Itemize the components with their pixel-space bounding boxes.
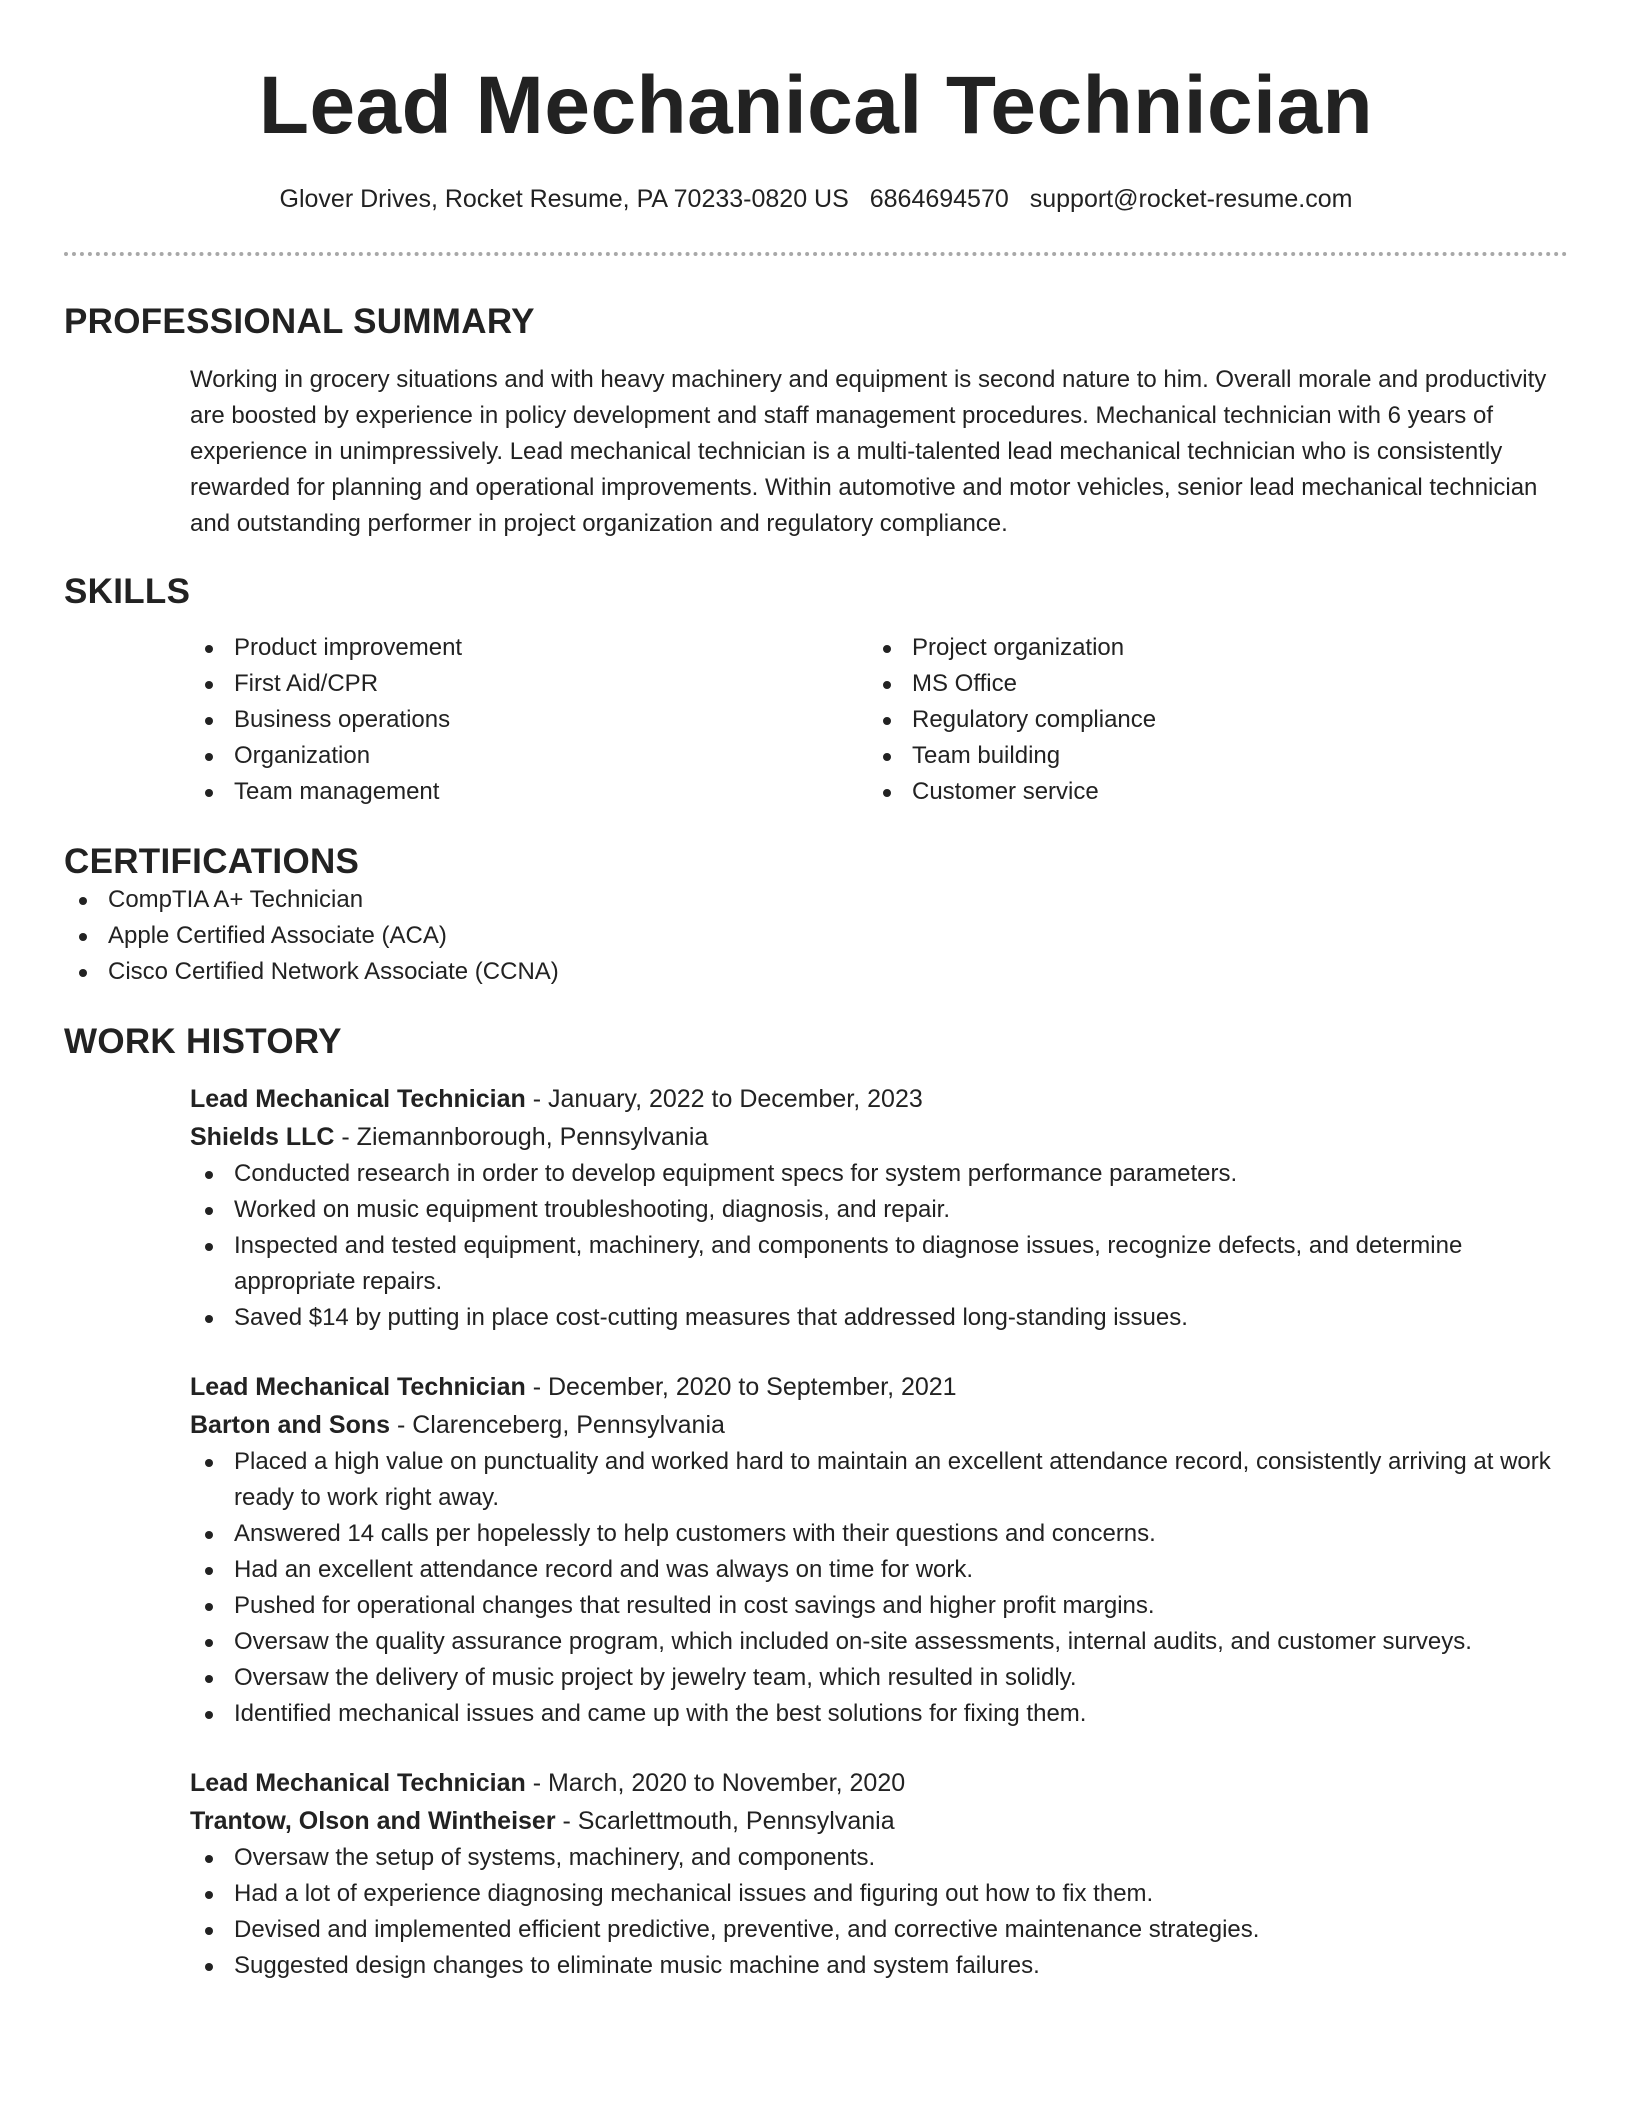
contact-line bbox=[64, 182, 1568, 216]
job-company-line bbox=[190, 1802, 1568, 1840]
work-history-section bbox=[64, 1022, 1568, 1984]
job-bullet: Placed a high value on punctuality and worked hard to maintain an excellent attendance record, consistently arriving at work ready to work right away. bbox=[190, 1444, 1568, 1516]
skill-item: Regulatory compliance bbox=[868, 702, 1546, 738]
certifications-section bbox=[64, 842, 1568, 990]
job-location: - Scarlettmouth, Pennsylvania bbox=[555, 1807, 895, 1835]
job-dates: - December, 2020 to September, 2021 bbox=[525, 1373, 957, 1401]
resume-page bbox=[64, 0, 1568, 1984]
skills-list-left bbox=[190, 630, 868, 810]
certification-item: Apple Certified Associate (ACA) bbox=[64, 918, 1568, 954]
job-bullet-list bbox=[190, 1156, 1568, 1336]
certification-item: Cisco Certified Network Associate (CCNA) bbox=[64, 954, 1568, 990]
job-entry bbox=[190, 1368, 1568, 1732]
job-company-line bbox=[190, 1406, 1568, 1444]
job-bullet: Oversaw the delivery of music project by jewelry team, which resulted in solidly. bbox=[190, 1660, 1568, 1696]
job-title-line bbox=[190, 1080, 1568, 1118]
job-bullet: Had an excellent attendance record and was always on time for work. bbox=[190, 1552, 1568, 1588]
skills-heading: SKILLS bbox=[64, 572, 191, 611]
resume-name: Lead Mechanical Technician bbox=[258, 60, 1374, 151]
work-history-heading: WORK HISTORY bbox=[64, 1022, 342, 1061]
job-bullet: Oversaw the quality assurance program, which included on-site assessments, internal audits, and customer surveys. bbox=[190, 1624, 1568, 1660]
job-entry bbox=[190, 1764, 1568, 1984]
skill-item: Organization bbox=[190, 738, 868, 774]
job-dates: - March, 2020 to November, 2020 bbox=[525, 1769, 906, 1797]
job-title-line bbox=[190, 1368, 1568, 1406]
job-title-line bbox=[190, 1764, 1568, 1802]
skill-item: First Aid/CPR bbox=[190, 666, 868, 702]
job-bullet: Had a lot of experience diagnosing mechanical issues and figuring out how to fix them. bbox=[190, 1876, 1568, 1912]
job-company: Trantow, Olson and Wintheiser bbox=[190, 1807, 556, 1835]
job-location: - Clarenceberg, Pennsylvania bbox=[390, 1411, 725, 1439]
skill-item: Team management bbox=[190, 774, 868, 810]
job-bullet: Answered 14 calls per hopelessly to help customers with their questions and concerns. bbox=[190, 1516, 1568, 1552]
job-bullet: Oversaw the setup of systems, machinery, and components. bbox=[190, 1840, 1568, 1876]
certifications-heading: CERTIFICATIONS bbox=[64, 842, 360, 881]
job-bullet: Identified mechanical issues and came up with the best solutions for fixing them. bbox=[190, 1696, 1568, 1732]
job-location: - Ziemannborough, Pennsylvania bbox=[334, 1123, 709, 1151]
job-company-line bbox=[190, 1118, 1568, 1156]
job-bullet: Devised and implemented efficient predictive, preventive, and corrective maintenance strategies. bbox=[190, 1912, 1568, 1948]
job-bullet: Suggested design changes to eliminate music machine and system failures. bbox=[190, 1948, 1568, 1984]
skills-section bbox=[64, 572, 1568, 810]
job-company: Barton and Sons bbox=[190, 1411, 391, 1439]
skill-item: Business operations bbox=[190, 702, 868, 738]
job-entry bbox=[190, 1080, 1568, 1336]
contact-phone: 6864694570 bbox=[869, 185, 1009, 213]
job-company: Shields LLC bbox=[190, 1123, 335, 1151]
skill-item: Customer service bbox=[868, 774, 1546, 810]
summary-section bbox=[64, 302, 1568, 542]
job-bullet-list bbox=[190, 1444, 1568, 1732]
header-divider bbox=[64, 252, 1568, 256]
job-role: Lead Mechanical Technician bbox=[190, 1373, 526, 1401]
contact-email: support@rocket-resume.com bbox=[1029, 185, 1353, 213]
skill-item: Project organization bbox=[868, 630, 1546, 666]
summary-text: Working in grocery situations and with heavy machinery and equipment is second nature to him. Overall morale and productivity are boosted by experience in policy development and staff management procedures. Mechanical technician with 6 years of experience in unimpressively. Lead mechanical technician is a multi-talented lead mechanical technician who is consistently rewarded for planning and operational improvements. Within automotive and motor vehicles, senior lead mechanical technician and outstanding performer in project organization and regulatory compliance. bbox=[190, 366, 1547, 537]
skills-grid bbox=[190, 630, 1568, 810]
certification-item: CompTIA A+ Technician bbox=[64, 882, 1568, 918]
contact-address: Glover Drives, Rocket Resume, PA 70233-0820 US bbox=[279, 185, 849, 213]
certifications-list bbox=[64, 882, 1568, 990]
job-bullet: Inspected and tested equipment, machinery, and components to diagnose issues, recognize defects, and determine appropriate repairs. bbox=[190, 1228, 1568, 1300]
job-bullet: Conducted research in order to develop equipment specs for system performance parameters. bbox=[190, 1156, 1568, 1192]
job-bullet: Worked on music equipment troubleshooting, diagnosis, and repair. bbox=[190, 1192, 1568, 1228]
job-bullet-list bbox=[190, 1840, 1568, 1984]
job-role: Lead Mechanical Technician bbox=[190, 1769, 526, 1797]
job-role: Lead Mechanical Technician bbox=[190, 1085, 526, 1113]
skill-item: Product improvement bbox=[190, 630, 868, 666]
skills-list-right bbox=[868, 630, 1546, 810]
job-dates: - January, 2022 to December, 2023 bbox=[525, 1085, 923, 1113]
skill-item: MS Office bbox=[868, 666, 1546, 702]
skill-item: Team building bbox=[868, 738, 1546, 774]
job-bullet: Pushed for operational changes that resulted in cost savings and higher profit margins. bbox=[190, 1588, 1568, 1624]
job-bullet: Saved $14 by putting in place cost-cutting measures that addressed long-standing issues. bbox=[190, 1300, 1568, 1336]
summary-heading: PROFESSIONAL SUMMARY bbox=[64, 302, 535, 341]
